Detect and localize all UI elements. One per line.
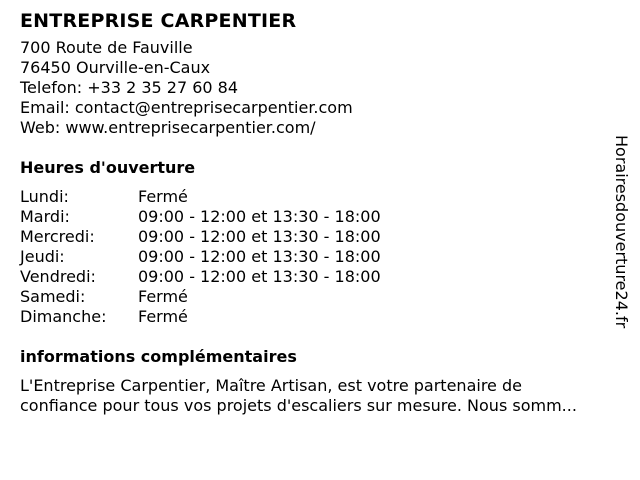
day-label: Dimanche: <box>20 307 107 326</box>
site-watermark: Horairesdouverture24.fr <box>612 135 631 329</box>
phone-line[interactable]: Telefon: +33 2 35 27 60 84 <box>20 78 239 97</box>
description-line-2: confiance pour tous vos projets d'escaliers sur mesure. Nous somm... <box>20 396 577 415</box>
day-hours: 09:00 - 12:00 et 13:30 - 18:00 <box>138 267 381 286</box>
day-label: Mercredi: <box>20 227 95 246</box>
address-street: 700 Route de Fauville <box>20 38 193 57</box>
email-line[interactable]: Email: contact@entreprisecarpentier.com <box>20 98 353 117</box>
day-hours: Fermé <box>138 187 188 206</box>
day-label: Lundi: <box>20 187 69 206</box>
day-hours: Fermé <box>138 287 188 306</box>
web-line[interactable]: Web: www.entreprisecarpentier.com/ <box>20 118 316 137</box>
day-label: Vendredi: <box>20 267 96 286</box>
hours-row-thursday <box>20 247 620 267</box>
business-card <box>20 10 620 416</box>
hours-row-monday <box>20 187 620 207</box>
address-city: 76450 Ourville-en-Caux <box>20 58 211 77</box>
description <box>20 376 630 416</box>
company-name: ENTREPRISE CARPENTIER <box>20 10 297 32</box>
day-label: Jeudi: <box>20 247 65 266</box>
day-hours: Fermé <box>138 307 188 326</box>
day-hours: 09:00 - 12:00 et 13:30 - 18:00 <box>138 227 381 246</box>
day-label: Mardi: <box>20 207 70 226</box>
description-line-1: L'Entreprise Carpentier, Maître Artisan, est votre partenaire de <box>20 376 522 395</box>
hours-row-sunday <box>20 307 620 327</box>
hours-row-saturday <box>20 287 620 307</box>
hours-row-tuesday <box>20 207 620 227</box>
day-hours: 09:00 - 12:00 et 13:30 - 18:00 <box>138 207 381 226</box>
day-label: Samedi: <box>20 287 86 306</box>
opening-hours-table <box>20 187 620 327</box>
opening-hours-title: Heures d'ouverture <box>20 158 196 177</box>
hours-row-friday <box>20 267 620 287</box>
hours-row-wednesday <box>20 227 620 247</box>
day-hours: 09:00 - 12:00 et 13:30 - 18:00 <box>138 247 381 266</box>
additional-info-title: informations complémentaires <box>20 347 297 366</box>
